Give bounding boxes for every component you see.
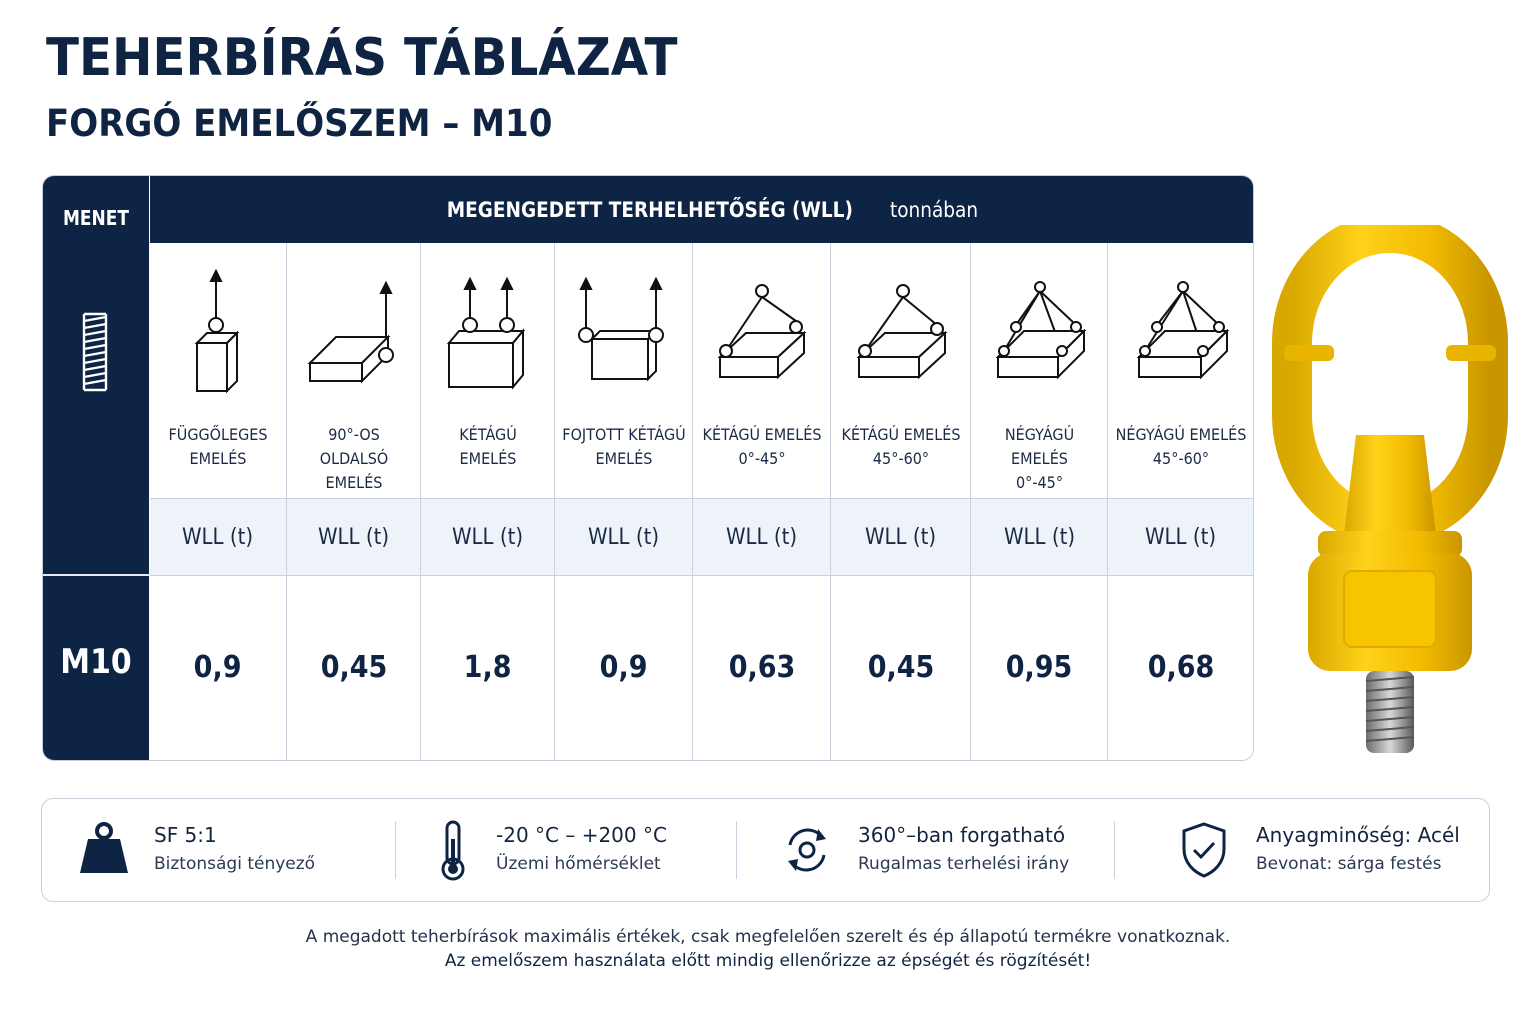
- thread-column-label: MENET: [63, 206, 129, 230]
- table-column: [150, 243, 286, 760]
- wll-unit-cell: WLL (t): [831, 498, 971, 576]
- safety-factor-item: [78, 799, 398, 901]
- rotation-label: Rugalmas terhelési irány: [858, 854, 1070, 874]
- wll-value-cell: 0,45: [867, 650, 935, 685]
- weight-icon: [78, 821, 130, 881]
- page-subtitle: FORGÓ EMELŐSZEM – M10: [46, 102, 553, 145]
- wll-value-cell: 0,68: [1147, 650, 1215, 685]
- temperature-range: -20 °C – +200 °C: [496, 823, 667, 847]
- thermometer-icon: [436, 819, 470, 887]
- spec-info-bar: [41, 798, 1490, 902]
- footnote-disclaimer: A megadott teherbírások maximális értékek, csak megfelelően szerelt és ép állapotú termékre vonatkoznak.: [305, 927, 1231, 947]
- temperature-label: Üzemi hőmérséklet: [496, 854, 661, 874]
- temperature-item: [436, 799, 736, 901]
- lift-type-label: FÜGGŐLEGES EMELÉS: [168, 425, 268, 468]
- material-item: [1180, 799, 1480, 901]
- lift-type-label: 90°-OS OLDALSÓ EMELÉS: [319, 425, 389, 492]
- swivel-eye-bolt-image: [1270, 225, 1510, 769]
- lift-type-label: KÉTÁGÚ EMELÉS: [459, 425, 517, 468]
- info-divider: [1114, 821, 1115, 879]
- wll-unit-cell: WLL (t): [971, 498, 1108, 576]
- table-column: [420, 243, 555, 760]
- wll-unit-cell: WLL (t): [287, 498, 421, 576]
- wll-header: [150, 176, 1253, 243]
- thread-column: [43, 176, 149, 760]
- safety-factor-value: SF 5:1: [154, 823, 217, 847]
- lift-type-label: NÉGYÁGÚ EMELÉS 45°-60°: [1115, 425, 1247, 468]
- lift-type-label: NÉGYÁGÚ EMELÉS 0°-45°: [1004, 425, 1075, 492]
- lift-type-label: KÉTÁGÚ EMELÉS 45°-60°: [841, 425, 961, 468]
- table-column: [830, 243, 971, 760]
- rotation-item: [782, 799, 1112, 901]
- wll-value-cell: 0,63: [728, 650, 796, 685]
- shield-check-icon: [1180, 821, 1228, 883]
- info-divider: [395, 821, 396, 879]
- wll-unit-cell: WLL (t): [150, 498, 286, 576]
- wll-header-title: MEGENGEDETT TERHELHETŐSÉG (WLL): [446, 197, 853, 222]
- rotation-title: 360°–ban forgatható: [858, 823, 1066, 847]
- thread-size: M10: [60, 642, 132, 682]
- lift-type-label: FOJTOTT KÉTÁGÚ EMELÉS: [562, 425, 686, 468]
- table-column: [286, 243, 421, 760]
- rotate-icon: [782, 823, 832, 881]
- load-table: [42, 175, 1254, 761]
- wll-value-cell: 0,9: [600, 650, 648, 685]
- wll-header-unit: tonnában: [890, 197, 979, 222]
- table-column: [692, 243, 831, 760]
- material-title: Anyagminőség: Acél: [1256, 823, 1460, 847]
- thread-divider: [43, 574, 149, 576]
- lift-type-label: KÉTÁGÚ EMELÉS 0°-45°: [702, 425, 822, 468]
- wll-value-cell: 0,45: [320, 650, 388, 685]
- table-grid: [150, 243, 1253, 760]
- info-divider: [736, 821, 737, 879]
- page-title: TEHERBÍRÁS TÁBLÁZAT: [46, 28, 678, 88]
- thread-icon: [79, 310, 111, 398]
- table-column: [554, 243, 693, 760]
- wll-value-cell: 0,9: [194, 650, 242, 685]
- coating-label: Bevonat: sárga festés: [1256, 854, 1442, 874]
- wll-unit-cell: WLL (t): [555, 498, 693, 576]
- table-column: [970, 243, 1108, 760]
- footnote-warning: Az emelőszem használata előtt mindig ellenőrizze az épségét és rögzítését!: [444, 951, 1092, 971]
- wll-unit-cell: WLL (t): [1108, 498, 1254, 576]
- wll-unit-cell: WLL (t): [693, 498, 831, 576]
- table-column: [1107, 243, 1254, 760]
- wll-value-cell: 0,95: [1006, 650, 1073, 685]
- wll-unit-cell: WLL (t): [421, 498, 555, 576]
- safety-factor-label: Biztonsági tényező: [154, 854, 316, 874]
- wll-value-cell: 1,8: [464, 650, 512, 685]
